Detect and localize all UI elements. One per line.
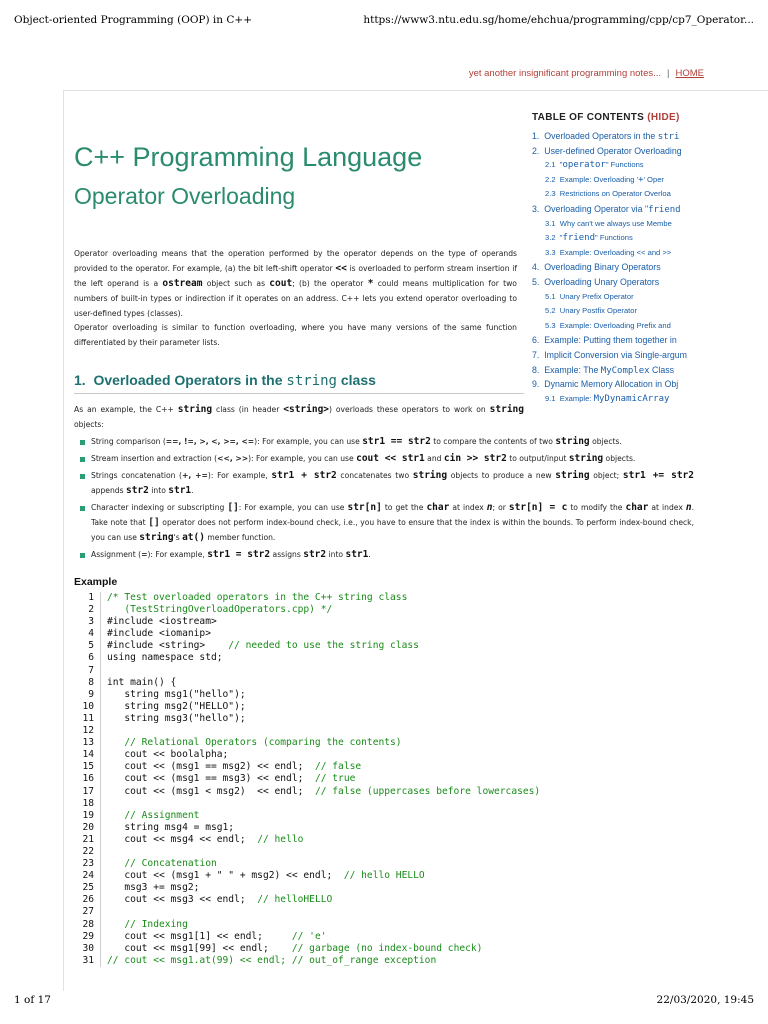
- code-line: [107, 798, 540, 810]
- bullet-text: at index: [648, 503, 686, 512]
- toc-item-number: 3.2: [545, 233, 556, 243]
- bullet-text: concatenates two: [336, 471, 413, 480]
- bullet-ops: ==, !=, >, <, >=, <=: [165, 437, 255, 446]
- toc-item-label: User-defined Operator Overloading: [544, 145, 682, 156]
- example-label: Example: [74, 576, 118, 588]
- toc-item[interactable]: [532, 173, 768, 188]
- toc-heading: [532, 112, 768, 123]
- toc-item-number: 2.1: [545, 160, 556, 170]
- toc-item[interactable]: [532, 187, 768, 202]
- operator-bullet-list: [80, 434, 694, 564]
- code-line: [107, 677, 540, 689]
- line-number: 23: [82, 858, 94, 870]
- toc-item-label: Example: Putting them together in: [544, 335, 677, 346]
- lead-text: objects:: [74, 420, 104, 429]
- code-comment: // false: [314, 761, 362, 773]
- bullet-text: ): For example,: [207, 471, 272, 480]
- inline-code: string: [177, 404, 213, 415]
- inline-code: n: [486, 502, 493, 513]
- code-line: [107, 931, 540, 943]
- code-line: [107, 906, 540, 918]
- line-number: 7: [88, 664, 94, 676]
- section-heading-text: Overloaded Operators in the: [93, 372, 287, 388]
- inline-code: []: [227, 502, 239, 513]
- print-header: [14, 14, 754, 28]
- toc-item-label: ": [559, 233, 563, 243]
- toc-item[interactable]: [532, 363, 768, 378]
- toc-item-code: operator: [562, 160, 606, 171]
- inline-code: cout: [269, 278, 293, 289]
- bullet-text: to compare the contents of two: [430, 437, 556, 446]
- toc-item-label: ": [559, 160, 563, 170]
- code-line: [107, 737, 540, 749]
- bullet-text: .: [191, 486, 194, 495]
- toc-item[interactable]: [532, 129, 768, 144]
- code-source: [107, 592, 540, 967]
- print-header-title: Object-oriented Programming (OOP) in C++: [14, 14, 253, 26]
- inline-code: string: [412, 470, 448, 481]
- inline-code: <string>: [283, 404, 330, 415]
- line-number: 4: [88, 628, 94, 640]
- line-number: 19: [82, 809, 94, 821]
- toc-item-number: 3.: [532, 203, 540, 214]
- code-text: cout << (msg1 + " " + msg2) << endl;: [107, 870, 344, 882]
- code-text: #include <string>: [107, 640, 229, 652]
- toc-item-number: 5.2: [545, 306, 556, 316]
- code-text: cout << boolalpha;: [107, 749, 229, 761]
- inline-code: char: [625, 502, 649, 513]
- lead-text: ) overloads these operators to work on: [329, 405, 490, 414]
- intro-paragraph-1: [74, 246, 517, 321]
- intro-text: object such as: [202, 279, 270, 288]
- inline-code: *: [367, 278, 374, 289]
- toc-item-label: Example: The: [544, 364, 601, 375]
- code-line: [107, 882, 540, 894]
- intro-text: ; (b) the operator: [292, 279, 368, 288]
- code-line: [107, 640, 540, 652]
- toc-item-number: 8.: [532, 364, 540, 375]
- code-line: [107, 749, 540, 761]
- intro-text: is overloaded to perform stream insertion if the left operand is a: [74, 264, 517, 288]
- code-comment: // 'e': [291, 930, 327, 942]
- code-line: [107, 604, 540, 616]
- toc-item[interactable]: [532, 377, 768, 392]
- bullet-text: ): For example, you can use: [254, 437, 363, 446]
- code-text: int main() {: [107, 676, 177, 688]
- code-text: string msg3("hello");: [107, 712, 246, 724]
- toc-item-number: 2.2: [545, 174, 556, 184]
- code-text: cout << (msg1 < msg2) << endl;: [107, 785, 315, 797]
- toc-item-label: Implicit Conversion via Single-argum: [544, 349, 687, 360]
- line-number: 2: [88, 604, 94, 616]
- line-number: 10: [82, 700, 94, 712]
- toc-item-code: friend: [648, 204, 681, 215]
- code-text: [107, 810, 124, 821]
- toc-item-number: 5.3: [545, 320, 556, 330]
- inline-code: at(): [182, 532, 205, 543]
- line-number: 30: [82, 942, 94, 954]
- code-text: msg3 += msg2;: [107, 882, 200, 894]
- code-text: #include <iomanip>: [107, 628, 211, 640]
- code-line: [107, 786, 540, 798]
- code-comment: /* Test overloaded operators in the C++ string class: [107, 592, 408, 603]
- code-text: cout << (msg1 == msg2) << endl;: [107, 761, 315, 773]
- toc-item[interactable]: [532, 290, 768, 305]
- tagline: yet another insignificant programming notes...: [468, 68, 662, 79]
- code-line: [107, 943, 540, 955]
- toc-item-label: Unary Postfix Operator: [559, 306, 638, 316]
- inline-code: str1 == str2: [362, 436, 431, 447]
- line-number: 31: [82, 954, 94, 966]
- bullet-text: . Take note that: [91, 503, 694, 527]
- line-number: 8: [88, 676, 94, 688]
- code-text: cout << msg4 << endl;: [107, 833, 258, 845]
- line-number: 27: [82, 906, 94, 918]
- code-text: [107, 737, 124, 748]
- inline-code: n: [685, 502, 692, 513]
- line-number: 15: [82, 761, 94, 773]
- toc-item-number: 3.3: [545, 247, 556, 257]
- line-number: 17: [82, 785, 94, 797]
- toc-item-label: Class: [649, 364, 675, 375]
- code-text: string msg2("HELLO");: [107, 700, 246, 712]
- toc-item[interactable]: [532, 158, 768, 173]
- section-heading-code: string: [286, 373, 337, 389]
- line-number: 16: [82, 773, 94, 785]
- toc-item[interactable]: [532, 392, 768, 407]
- section1-lead: [74, 402, 524, 432]
- line-number: 28: [82, 918, 94, 930]
- inline-code: <<: [335, 263, 347, 274]
- toc-item-code: friend: [562, 233, 596, 244]
- bullet-text: operator does not perform index-bound check, i.e., you have to ensure that the index is within the bounds. To perform index-bound check, you can use: [91, 518, 694, 542]
- bullet-text: .: [368, 550, 371, 559]
- toc-item-number: 2.3: [545, 189, 556, 199]
- code-line: [107, 713, 540, 725]
- code-line: [107, 955, 540, 967]
- code-comment: // Indexing: [124, 918, 188, 930]
- code-comment: // hello: [257, 833, 304, 845]
- line-number: 11: [82, 712, 94, 724]
- toc-item-label: " Functions: [595, 233, 633, 243]
- page-subtitle: Operator Overloading: [74, 183, 296, 209]
- line-number: 21: [82, 833, 94, 845]
- code-line: [107, 773, 540, 785]
- inline-code: []: [148, 517, 160, 528]
- code-comment: // hello HELLO: [343, 870, 425, 882]
- bullet-text: at index: [449, 503, 487, 512]
- toc-item-code: +: [638, 174, 644, 185]
- inline-code: string: [555, 436, 590, 447]
- bullet-text: String comparison (: [91, 437, 166, 446]
- page-title: C++ Programming Language: [74, 142, 423, 172]
- code-comment: // helloHELLO: [257, 894, 333, 906]
- code-line: [107, 822, 540, 834]
- line-number: 9: [88, 688, 94, 700]
- inline-code: string: [489, 404, 524, 415]
- inline-code: string: [555, 470, 590, 481]
- line-number: 22: [82, 845, 94, 857]
- lead-text: As an example, the C++: [74, 405, 178, 414]
- toc-item-code: stri: [657, 132, 680, 142]
- bullet-text: Stream insertion and extraction (: [91, 454, 218, 463]
- code-comment: // cout << msg1.at(99) << endl; // out_of_range exception: [107, 954, 437, 966]
- bullet-comparison: [80, 434, 694, 449]
- inline-code: str1 += str2: [622, 470, 694, 481]
- nav-separator: |: [667, 68, 670, 79]
- bullet-text: into: [148, 486, 169, 495]
- bullet-text: Character indexing or subscripting: [91, 503, 228, 512]
- bullet-text: to modify the: [567, 503, 626, 512]
- bullet-text: : For example, you can use: [238, 503, 348, 512]
- line-number: 14: [82, 749, 94, 761]
- line-number: 29: [82, 930, 94, 942]
- toc-item[interactable]: [532, 319, 768, 334]
- inline-code: cin >> str2: [443, 453, 507, 464]
- intro-text: Operator overloading means that the operation performed by the operator depends on the type of operands provided to the operator. For example, (a) the bit left-shift operator: [74, 249, 517, 273]
- bullet-text: objects.: [603, 454, 636, 463]
- page-count: 1 of 17: [14, 994, 51, 1006]
- bullet-text: member function.: [204, 533, 276, 542]
- top-nav: [469, 68, 704, 79]
- inline-code: str1 + str2: [271, 470, 337, 481]
- bullet-stream: [80, 451, 694, 466]
- section-heading-text: class: [336, 372, 376, 388]
- bullet-ops: <<, >>: [217, 454, 249, 463]
- code-line: [107, 616, 540, 628]
- code-line: [107, 628, 540, 640]
- bullet-text: object;: [589, 471, 623, 480]
- code-text: cout << msg3 << endl;: [107, 894, 258, 906]
- intro-paragraph-2: Operator overloading is similar to function overloading, where you have many versions of the same function differentiated by their parameter lists.: [74, 323, 517, 347]
- toc-item-label: Example: Overloading ': [559, 174, 639, 184]
- toc-item-number: 5.: [532, 276, 540, 287]
- code-comment: // false (uppercases before lowercases): [314, 785, 541, 797]
- code-line: [107, 689, 540, 701]
- inline-code: str2: [125, 485, 149, 496]
- bullet-ops: =: [141, 550, 148, 559]
- toc-item-number: 6.: [532, 335, 540, 346]
- toc-item-label: Example: Overloading Prefix and: [559, 320, 671, 330]
- code-text: using namespace std;: [107, 652, 223, 664]
- toc-item-label: Why can't we always use Membe: [559, 218, 672, 228]
- toc-item-label: Overloading Binary Operators: [544, 262, 661, 273]
- toc-item-number: 9.: [532, 379, 540, 390]
- toc-item-number: 5.1: [545, 291, 556, 301]
- code-comment: // Relational Operators (comparing the contents): [124, 737, 402, 749]
- inline-code: char: [426, 502, 450, 513]
- line-number: 13: [82, 737, 94, 749]
- code-line: [107, 858, 540, 870]
- bullet-text: appends: [91, 486, 126, 495]
- bullet-text: into: [326, 550, 346, 559]
- line-number: 1: [88, 592, 94, 603]
- toc-item-label: Restrictions on Operator Overloa: [559, 189, 671, 199]
- bullet-text: ): For example, you can use: [248, 454, 357, 463]
- code-comment: // Assignment: [124, 809, 200, 821]
- toc-list: [532, 129, 768, 406]
- line-number: 6: [88, 652, 94, 664]
- bullet-text: objects.: [589, 437, 622, 446]
- line-number: 24: [82, 870, 94, 882]
- bullet-indexing: [80, 500, 694, 545]
- inline-code: cout << str1: [356, 453, 425, 464]
- code-comment: // needed to use the string class: [228, 640, 419, 652]
- inline-code: str[n]: [347, 502, 382, 513]
- bullet-text: assigns: [270, 550, 304, 559]
- toc-item[interactable]: [532, 246, 768, 261]
- bullet-concatenation: [80, 468, 694, 498]
- toc-item-label: Unary Prefix Operator: [559, 291, 634, 301]
- toc-hide-toggle[interactable]: (HIDE): [647, 112, 680, 123]
- code-comment: // garbage (no index-bound check): [291, 942, 483, 954]
- code-line: [107, 919, 540, 931]
- line-number: 26: [82, 894, 94, 906]
- bullet-text: Strings concatenation (: [91, 471, 183, 480]
- code-line: [107, 701, 540, 713]
- section-heading-1: [74, 372, 524, 394]
- inline-code: str1: [168, 485, 192, 496]
- toc-item-number: 2.: [532, 145, 540, 156]
- code-text: string msg1("hello");: [107, 688, 246, 700]
- toc-item[interactable]: [532, 217, 768, 232]
- line-number: 12: [82, 725, 94, 737]
- line-number: 3: [88, 616, 94, 628]
- toc-item-label: " Functions: [605, 160, 644, 170]
- inline-code: string: [139, 532, 174, 543]
- toc-item-label: ' Oper: [643, 174, 664, 184]
- code-text: string msg4 = msg1;: [107, 821, 235, 833]
- code-text: cout << msg1[99] << endl;: [107, 942, 292, 954]
- toc-item[interactable]: [532, 202, 768, 217]
- print-header-url[interactable]: https://www3.ntu.edu.sg/home/ehchua/programming/cpp/cp7_Operator...: [363, 14, 754, 26]
- code-line: [107, 870, 540, 882]
- bullet-text: ): For example,: [147, 550, 208, 559]
- line-number: 25: [82, 882, 94, 894]
- section-number: 1.: [74, 372, 86, 388]
- code-line: [107, 834, 540, 846]
- toc-item-number: 4.: [532, 262, 540, 273]
- line-number: 5: [88, 640, 94, 652]
- toc-item-label: Overloading Unary Operators: [544, 276, 660, 287]
- bullet-text: Assignment (: [91, 550, 142, 559]
- code-text: cout << (msg1 == msg3) << endl;: [107, 773, 315, 785]
- line-numbers: [74, 592, 101, 967]
- toc-item-label: Example:: [559, 393, 594, 403]
- table-of-contents: [532, 112, 768, 406]
- toc-item-label: Dynamic Memory Allocation in Obj: [544, 379, 679, 390]
- toc-item-number: 3.1: [545, 218, 556, 228]
- bullet-text: to output/input: [506, 454, 569, 463]
- bullet-text: ; or: [492, 503, 509, 512]
- toc-item-number: 7.: [532, 349, 540, 360]
- inline-code: str2: [303, 549, 327, 560]
- bullet-text: objects to produce a new: [447, 471, 556, 480]
- code-text: cout << msg1[1] << endl;: [107, 930, 292, 942]
- code-comment: // true: [314, 773, 356, 785]
- print-datetime: 22/03/2020, 19:45: [656, 994, 754, 1006]
- code-listing: [74, 592, 708, 978]
- code-line: [107, 652, 540, 664]
- toc-item-code: MyDynamicArray: [593, 393, 670, 404]
- code-text: [107, 858, 124, 869]
- inline-code: str[n] = c: [508, 502, 568, 513]
- line-number: 18: [82, 797, 94, 809]
- intro-text: could means multiplication for two numbers of built-in types or indirection if it operates on an address. C++ lets you extend operator overloading to user-defined types (classes).: [74, 279, 517, 318]
- code-comment: (TestStringOverloadOperators.cpp) */: [107, 604, 333, 616]
- print-footer: [14, 994, 754, 1008]
- toc-item-code: MyComplex: [600, 365, 650, 376]
- toc-heading-label: TABLE OF CONTENTS: [532, 112, 645, 123]
- toc-item[interactable]: [532, 304, 768, 319]
- toc-item-number: 9.1: [545, 393, 556, 403]
- code-line: [107, 665, 540, 677]
- bullet-text: to get the: [381, 503, 427, 512]
- code-comment: // Concatenation: [124, 858, 217, 870]
- code-line: [107, 725, 540, 737]
- code-line: [107, 592, 540, 604]
- toc-item[interactable]: [532, 260, 768, 275]
- code-line: [107, 894, 540, 906]
- home-link[interactable]: HOME: [675, 68, 704, 79]
- toc-item[interactable]: [532, 348, 768, 363]
- toc-item-number: 1.: [532, 131, 540, 141]
- code-text: [107, 919, 124, 930]
- inline-code: str1: [345, 549, 369, 560]
- toc-item[interactable]: [532, 333, 768, 348]
- toc-item-label: Overloading Operator via ": [544, 203, 649, 214]
- inline-code: string: [568, 453, 604, 464]
- code-text: #include <iostream>: [107, 616, 217, 628]
- code-line: [107, 810, 540, 822]
- code-line: [107, 846, 540, 858]
- bullet-text: 's: [173, 533, 183, 542]
- inline-code: ostream: [162, 278, 203, 289]
- bullet-assignment: [80, 547, 694, 562]
- toc-item-label: Overloaded Operators in the: [544, 131, 658, 141]
- bullet-text: and: [424, 454, 444, 463]
- inline-code: str1 = str2: [207, 549, 271, 560]
- toc-item-label: Example: Overloading << and >>: [559, 247, 672, 257]
- toc-item[interactable]: [532, 231, 768, 246]
- bullet-ops: +, +=: [182, 471, 208, 480]
- code-line: [107, 761, 540, 773]
- lead-text: class (in header: [212, 405, 284, 414]
- line-number: 20: [82, 821, 94, 833]
- toc-item[interactable]: [532, 144, 768, 159]
- toc-item[interactable]: [532, 275, 768, 290]
